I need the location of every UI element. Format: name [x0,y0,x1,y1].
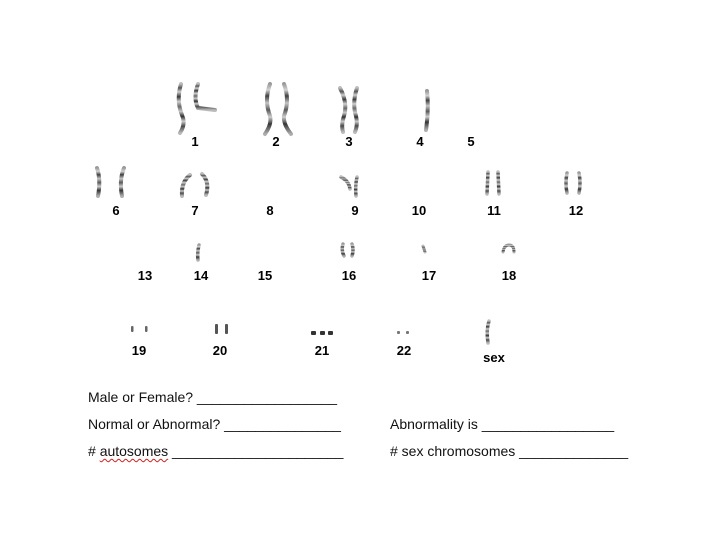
chromosome-pair-17 [423,245,433,257]
chromosome-label: 5 [467,134,475,149]
chromosome-pair-14 [198,241,205,260]
abnormality-question: Abnormality is _________________ [390,416,615,432]
chromosome-pair-3 [340,88,357,132]
autosomes-prefix: # [88,443,100,459]
chromosome-label: 21 [314,343,330,358]
chromosome-label: 8 [266,203,274,218]
autosomes-word: autosomes [99,443,169,459]
chromosome-label: sex [483,350,505,365]
chromosome-label: 15 [257,268,273,283]
chromosome-pair-16 [342,244,353,256]
chromosome-label: 4 [416,134,424,149]
chromosome-pair-4 [413,91,428,130]
chromosome-pair-sex [487,320,498,343]
chromosome-label: 6 [112,203,120,218]
chromosome-label: 9 [351,203,359,218]
chromosome-pair-11 [487,172,499,194]
chromosome-pair-5 [465,95,477,131]
chromosome-pair-6 [97,168,124,196]
chromosome-pair-10 [412,174,422,195]
chromosome-label: 18 [501,268,517,283]
chromosome-pair-20 [215,324,228,334]
chromosome-label: 20 [212,343,228,358]
chromosome-label: 19 [131,343,147,358]
chromosome-label: 14 [193,268,209,283]
chromosome-label: 7 [191,203,199,218]
chromosome-pair-19 [131,326,148,332]
chromosome-label: 16 [341,268,357,283]
chromosome-pair-2 [265,84,291,134]
chromosome-pair-18 [503,245,514,258]
chromosome-pair-8 [262,175,275,197]
normal-abnormal-question: Normal or Abnormal? _______________ [88,416,341,432]
chromosome-label: 11 [487,203,501,218]
chromosome-label: 10 [411,203,427,218]
chromosome-pair-1 [179,84,215,133]
sex-chromosomes-question: # sex chromosomes ______________ [390,443,629,459]
chromosome-pair-22 [397,331,409,334]
chromosome-label: 2 [272,134,280,149]
chromosome-label: 13 [137,268,153,283]
chromosome-label: 12 [568,203,584,218]
sex-question: Male or Female? __________________ [88,389,338,405]
chromosome-label: 1 [191,134,199,149]
chromosome-pair-21 [311,331,333,335]
chromosome-pair-12 [566,173,580,193]
chromosome-pair-7 [182,174,207,196]
chromosome-pair-13 [140,244,148,262]
chromosome-pair-9 [341,177,357,196]
chromosome-label: 22 [396,343,412,358]
autosomes-question [88,443,343,459]
chromosome-label: 3 [345,134,353,149]
chromosome-label: 17 [421,268,437,283]
chromosome-pair-15 [261,242,268,260]
autosomes-blank: ______________________ [168,443,344,459]
